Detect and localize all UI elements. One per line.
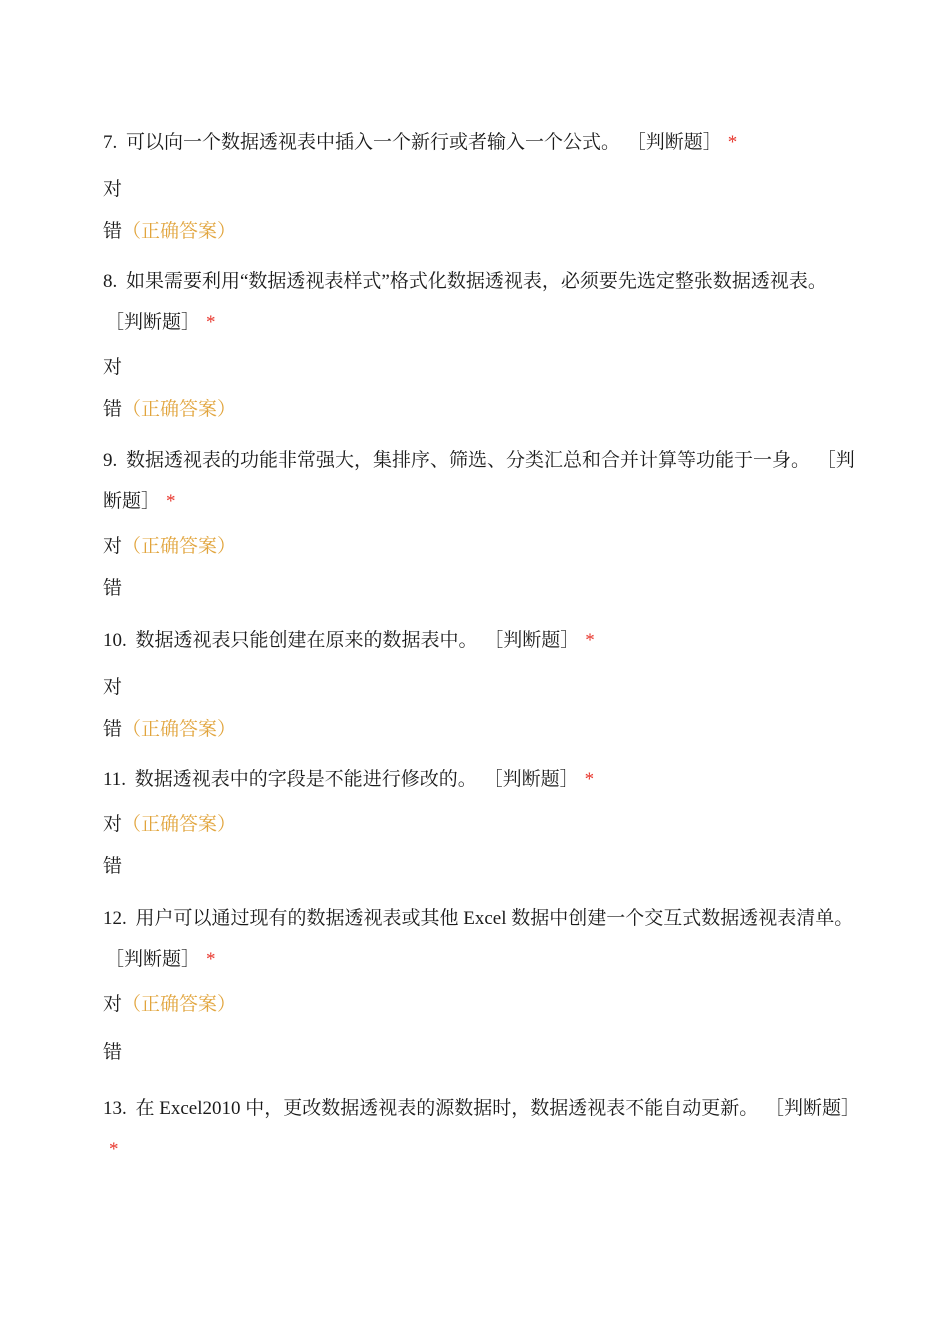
question-text <box>103 898 863 980</box>
question-text <box>103 1088 863 1170</box>
option-true[interactable] <box>103 177 863 203</box>
option-false[interactable] <box>103 1040 863 1066</box>
option-label: 对 <box>103 994 123 1015</box>
required-mark: * <box>109 1139 119 1160</box>
question-9 <box>103 440 863 602</box>
question-8 <box>103 261 863 423</box>
question-body: 在 Excel2010 中，更改数据透视表的源数据时，数据透视表不能自动更新。 <box>135 1098 759 1119</box>
question-body: 数据透视表只能创建在原来的数据表中。 <box>135 630 478 651</box>
question-body: 数据透视表的功能非常强大，集排序、筛选、分类汇总和合并计算等功能于一身。 <box>126 450 811 471</box>
correct-answer-mark: （正确答案） <box>122 719 237 740</box>
option-label: 对 <box>103 814 123 835</box>
question-text <box>103 261 863 343</box>
option-false[interactable] <box>103 717 863 743</box>
question-list <box>103 120 863 1170</box>
option-label: 对 <box>103 357 123 378</box>
question-12 <box>103 898 863 1066</box>
question-body: 如果需要利用“数据透视表样式”格式化数据透视表，必须要先选定整张数据透视表。 <box>126 271 827 292</box>
option-label: 对 <box>103 677 123 698</box>
question-type: ［判断题］ <box>105 949 201 970</box>
option-false[interactable] <box>103 397 863 423</box>
question-number: 7. <box>103 132 118 153</box>
option-false[interactable] <box>103 576 863 602</box>
question-type: ［判断题］ <box>484 630 580 651</box>
question-text <box>103 122 863 163</box>
option-label: 错 <box>103 399 123 420</box>
required-mark: * <box>206 312 216 333</box>
required-mark: * <box>584 769 595 790</box>
question-type: ［判断题］ <box>103 450 855 512</box>
correct-answer-mark: （正确答案） <box>122 399 237 420</box>
question-number: 13. <box>103 1098 127 1119</box>
question-13 <box>103 1088 863 1170</box>
option-true[interactable] <box>103 355 863 381</box>
question-text <box>103 440 863 522</box>
question-number: 11. <box>103 769 127 790</box>
question-7 <box>103 122 863 245</box>
correct-answer-mark: （正确答案） <box>122 221 237 242</box>
question-11 <box>103 759 863 880</box>
question-body: 数据透视表中的字段是不能进行修改的。 <box>134 769 477 790</box>
question-body: 用户可以通过现有的数据透视表或其他 Excel 数据中创建一个交互式数据透视表清单。 <box>135 908 854 929</box>
option-true[interactable] <box>103 675 863 701</box>
option-label: 错 <box>103 856 123 877</box>
correct-answer-mark: （正确答案） <box>122 814 237 835</box>
question-body: 可以向一个数据透视表中插入一个新行或者输入一个公式。 <box>126 132 621 153</box>
question-number: 9. <box>103 450 118 471</box>
question-text <box>103 620 863 661</box>
option-label: 错 <box>103 221 123 242</box>
question-number: 10. <box>103 630 127 651</box>
required-mark: * <box>166 491 176 512</box>
question-type: ［判断题］ <box>626 132 722 153</box>
option-true[interactable] <box>103 812 863 838</box>
required-mark: * <box>585 630 595 651</box>
option-label: 错 <box>103 578 123 599</box>
correct-answer-mark: （正确答案） <box>122 536 237 557</box>
option-false[interactable] <box>103 219 863 245</box>
option-label: 对 <box>103 179 123 200</box>
question-type: ［判断题］ <box>765 1098 861 1119</box>
question-number: 12. <box>103 908 127 929</box>
question-type: ［判断题］ <box>105 312 201 333</box>
option-label: 错 <box>103 719 123 740</box>
option-label: 错 <box>103 1042 123 1063</box>
option-true[interactable] <box>103 992 863 1018</box>
question-10 <box>103 620 863 743</box>
question-text <box>103 759 863 800</box>
option-false[interactable] <box>103 854 863 880</box>
required-mark: * <box>206 949 216 970</box>
option-true[interactable] <box>103 534 863 560</box>
required-mark: * <box>727 132 738 153</box>
question-number: 8. <box>103 271 118 292</box>
option-label: 对 <box>103 536 123 557</box>
correct-answer-mark: （正确答案） <box>122 994 237 1015</box>
question-type: ［判断题］ <box>483 769 579 790</box>
